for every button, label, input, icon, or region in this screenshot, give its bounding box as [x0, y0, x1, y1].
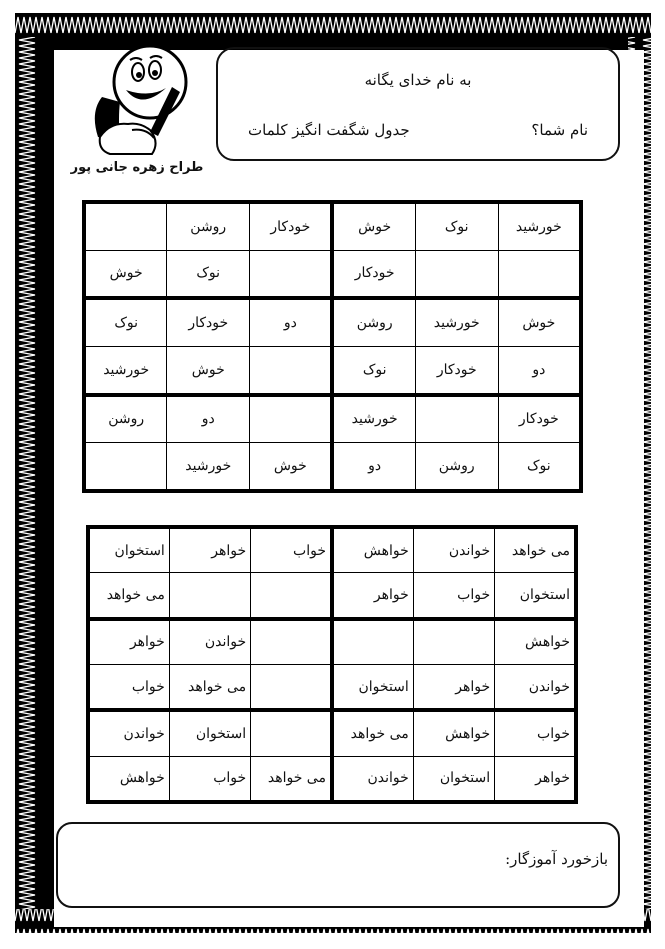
grid-cell[interactable]: خواهش	[413, 710, 494, 756]
grid-row	[84, 250, 581, 298]
grid-cell[interactable]: روشن	[332, 298, 415, 346]
grid-cell[interactable]: نوک	[415, 202, 498, 250]
grid-cell[interactable]	[84, 202, 167, 250]
grid-cell[interactable]: خواندن	[88, 710, 169, 756]
grid-cell[interactable]: خوش	[332, 202, 415, 250]
grid-cell[interactable]: خواب	[495, 710, 576, 756]
grid-cell[interactable]	[415, 395, 498, 443]
grid-cell[interactable]: خودکار	[415, 346, 498, 394]
word-sudoku-grid-1	[82, 200, 583, 493]
grid-cell[interactable]: استخوان	[88, 527, 169, 573]
grid-cell[interactable]: خورشید	[332, 395, 415, 443]
header-box	[216, 47, 620, 161]
grid-cell[interactable]: خودکار	[332, 250, 415, 298]
teacher-feedback-box[interactable]	[56, 822, 620, 908]
grid-cell[interactable]: خواندن	[413, 527, 494, 573]
word-sudoku-grid-2	[86, 525, 578, 804]
grid-cell[interactable]: خواب	[251, 527, 332, 573]
grid-row	[88, 527, 576, 573]
grid-cell[interactable]	[251, 710, 332, 756]
grid-cell[interactable]: خورشید	[415, 298, 498, 346]
grid-cell[interactable]: خودکار	[167, 298, 250, 346]
page-title: به نام خدای یگانه	[364, 71, 472, 89]
grid-cell[interactable]: می خواهد	[251, 756, 332, 802]
worksheet-title: جدول شگفت انگیز کلمات	[248, 121, 410, 139]
grid-cell[interactable]: خواب	[88, 664, 169, 710]
grid-cell[interactable]	[251, 573, 332, 619]
teacher-feedback-label: بازخورد آموزگار:	[505, 850, 608, 868]
grid-cell[interactable]: استخوان	[332, 664, 413, 710]
grid-cell[interactable]: استخوان	[413, 756, 494, 802]
grid-cell[interactable]: دو	[167, 395, 250, 443]
grid-cell[interactable]: خوش	[167, 346, 250, 394]
mascot-illustration-icon	[80, 42, 200, 160]
grid-cell[interactable]	[251, 619, 332, 665]
grid-cell[interactable]: خورشید	[167, 443, 250, 491]
grid-row	[88, 756, 576, 802]
grid-row	[84, 395, 581, 443]
grid-cell[interactable]: روشن	[84, 395, 167, 443]
grid-cell[interactable]: خواهر	[169, 527, 250, 573]
grid-cell[interactable]: خوش	[250, 443, 333, 491]
grid-row	[88, 664, 576, 710]
grid-cell[interactable]	[169, 573, 250, 619]
grid-row	[84, 443, 581, 491]
grid-cell[interactable]: نوک	[498, 443, 581, 491]
designer-credit: طراح زهره جانی پور	[70, 160, 204, 175]
grid-cell[interactable]: خودکار	[498, 395, 581, 443]
grid-cell[interactable]: دو	[332, 443, 415, 491]
grid-cell[interactable]: خواهش	[495, 619, 576, 665]
grid-cell[interactable]: خواهر	[413, 664, 494, 710]
grid-cell[interactable]	[250, 346, 333, 394]
grid-cell[interactable]: خواندن	[169, 619, 250, 665]
grid-cell[interactable]: خورشید	[498, 202, 581, 250]
grid-row	[88, 619, 576, 665]
grid-row	[84, 298, 581, 346]
grid-cell[interactable]: نوک	[84, 298, 167, 346]
grid-cell[interactable]: خواهر	[332, 573, 413, 619]
grid-cell[interactable]: استخوان	[495, 573, 576, 619]
grid-cell[interactable]	[413, 619, 494, 665]
grid-cell[interactable]: خواندن	[332, 756, 413, 802]
grid-cell[interactable]: خوش	[498, 298, 581, 346]
grid-cell[interactable]: خواهر	[88, 619, 169, 665]
grid-cell[interactable]: خوش	[84, 250, 167, 298]
grid-cell[interactable]	[415, 250, 498, 298]
grid-cell[interactable]: روشن	[167, 202, 250, 250]
grid-cell[interactable]: می خواهد	[169, 664, 250, 710]
grid-cell[interactable]: نوک	[167, 250, 250, 298]
grid-cell[interactable]: خودکار	[250, 202, 333, 250]
grid-row	[84, 202, 581, 250]
grid-cell[interactable]	[84, 443, 167, 491]
grid-row	[88, 710, 576, 756]
grid-cell[interactable]	[498, 250, 581, 298]
grid-cell[interactable]: خواهر	[495, 756, 576, 802]
grid-cell[interactable]	[251, 664, 332, 710]
grid-cell[interactable]	[250, 250, 333, 298]
grid-cell[interactable]: دو	[250, 298, 333, 346]
grid-cell[interactable]: خواهش	[88, 756, 169, 802]
grid-cell[interactable]: استخوان	[169, 710, 250, 756]
grid-cell[interactable]: می خواهد	[495, 527, 576, 573]
grid-row	[84, 346, 581, 394]
student-name-prompt: نام شما؟	[531, 121, 588, 139]
grid-cell[interactable]: خواهش	[332, 527, 413, 573]
grid-cell[interactable]: خواندن	[495, 664, 576, 710]
grid-cell[interactable]	[250, 395, 333, 443]
grid-cell[interactable]: دو	[498, 346, 581, 394]
grid-cell[interactable]: خواب	[169, 756, 250, 802]
grid-cell[interactable]: خواب	[413, 573, 494, 619]
grid-cell[interactable]: خورشید	[84, 346, 167, 394]
grid-row	[88, 573, 576, 619]
grid-cell[interactable]: نوک	[332, 346, 415, 394]
grid-cell[interactable]: روشن	[415, 443, 498, 491]
grid-cell[interactable]	[332, 619, 413, 665]
grid-cell[interactable]: می خواهد	[88, 573, 169, 619]
grid-cell[interactable]: می خواهد	[332, 710, 413, 756]
